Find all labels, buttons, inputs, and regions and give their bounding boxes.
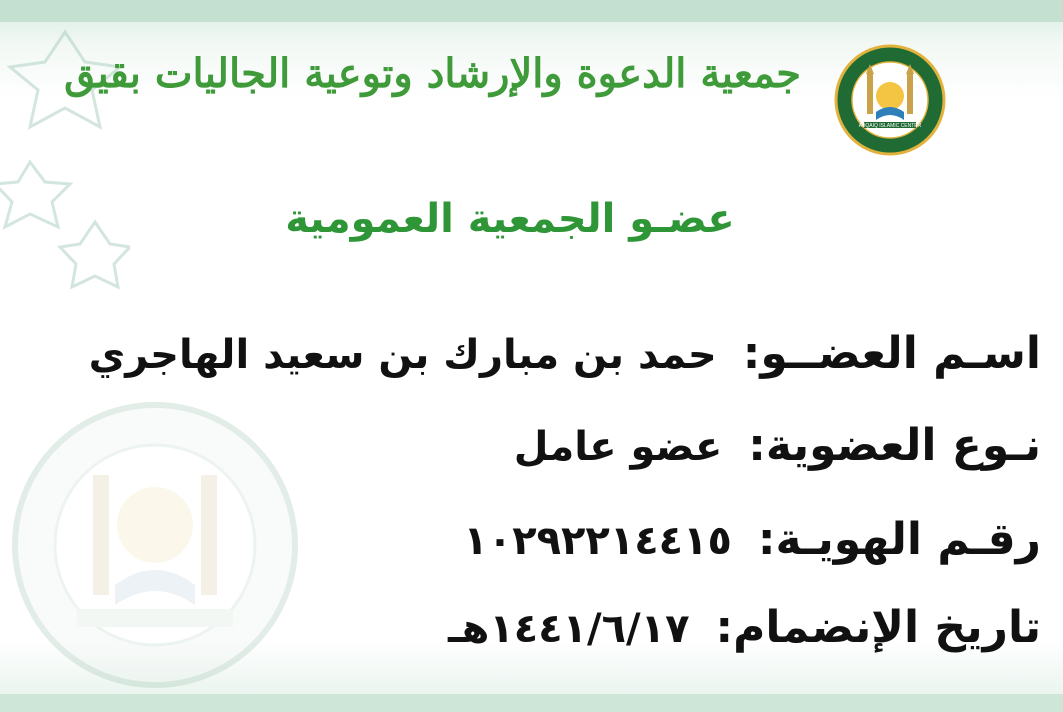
membership-type-label: نـوع العضوية:: [748, 420, 1041, 471]
membership-type-row: [514, 420, 1041, 471]
member-name-row: [89, 328, 1041, 379]
card-heading: عضـو الجمعية العمومية: [285, 196, 735, 242]
join-date-label: تاريخ الإنضمام:: [715, 602, 1041, 653]
membership-type-value: عضو عامل: [513, 424, 723, 470]
member-name-value: حمد بن مبارك بن سعيد الهاجري: [88, 332, 717, 378]
id-number-value: ١٠٢٩٢٢١٤٤١٥: [463, 518, 732, 564]
logo-watermark: [5, 395, 305, 695]
organization-logo: [834, 44, 946, 156]
bottom-border: [0, 694, 1063, 712]
logo-center-name: ABQAIQ ISLAMIC CENTER: [858, 123, 922, 129]
id-number-row: [463, 514, 1041, 565]
join-date-value: ١٤٤١/٦/١٧هـ: [447, 606, 690, 652]
join-date-row: [448, 602, 1041, 653]
top-border: [0, 0, 1063, 22]
organization-title: جمعية الدعوة والإرشاد وتوعية الجاليات بقيق: [64, 50, 801, 97]
id-number-label: رقـم الهويـة:: [757, 514, 1041, 565]
member-name-label: اسـم العضــو:: [742, 328, 1041, 379]
